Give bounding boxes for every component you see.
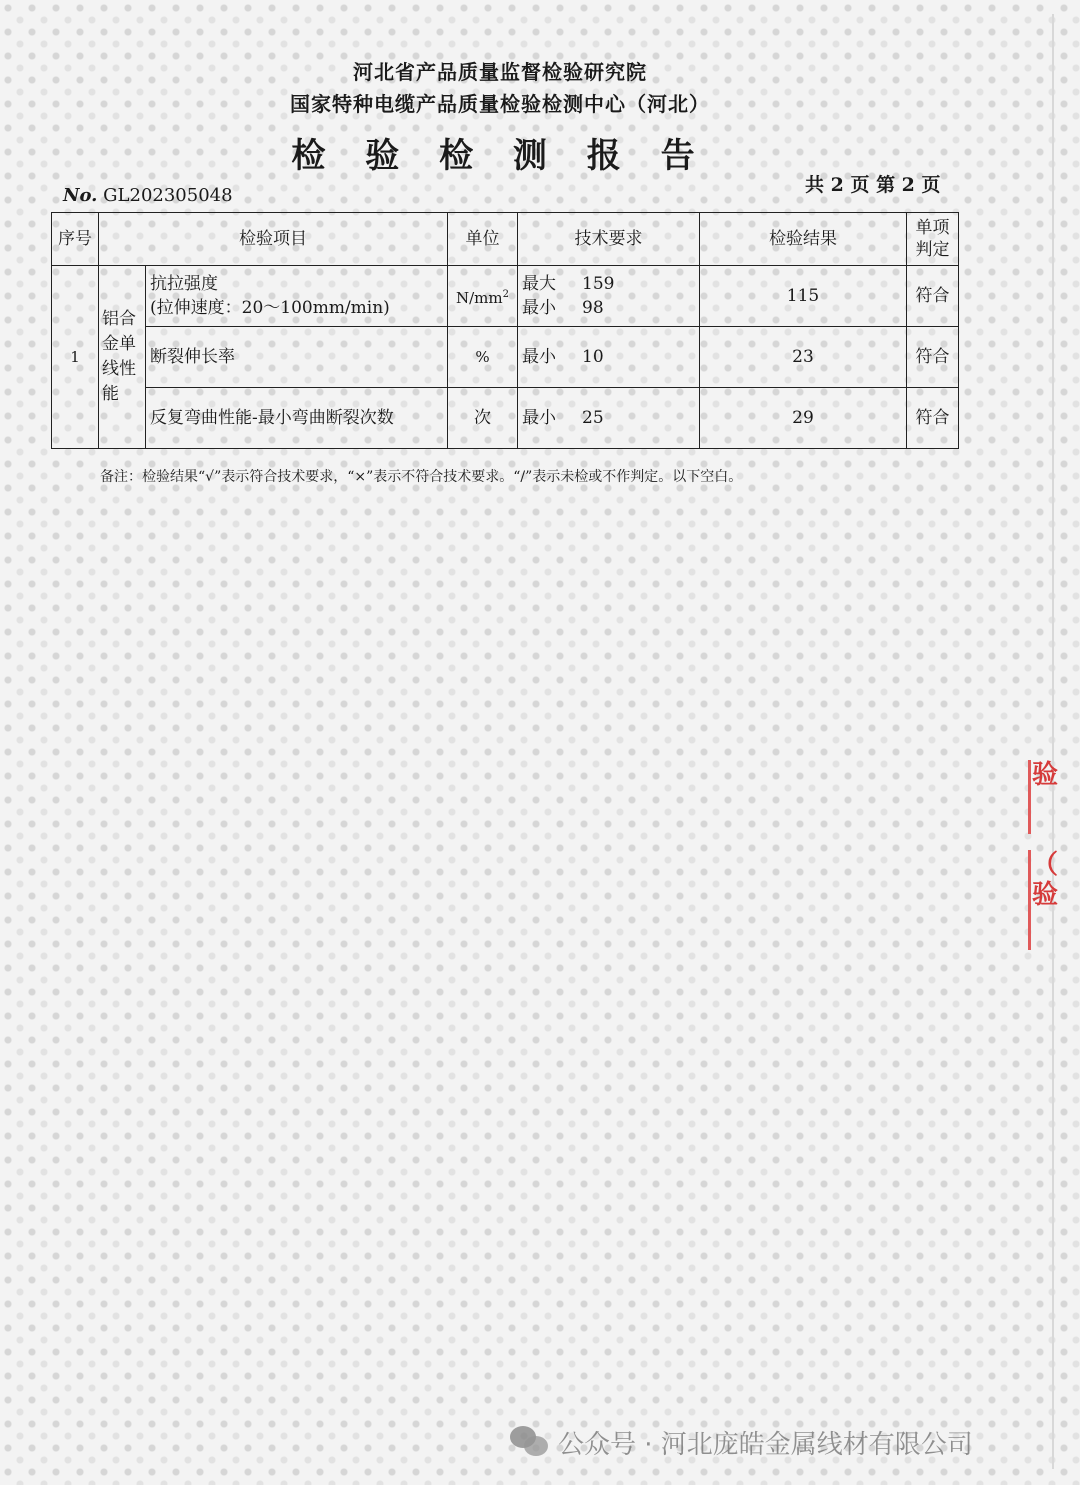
org-name-line1: 河北省产品质量监督检验研究院 bbox=[353, 60, 647, 84]
table-header-row bbox=[52, 213, 959, 266]
item-cell: 反复弯曲性能-最小弯曲断裂次数 bbox=[146, 388, 448, 449]
result-cell: 23 bbox=[700, 327, 907, 388]
req-value: 98 bbox=[582, 298, 604, 318]
item-cell: 断裂伸长率 bbox=[146, 327, 448, 388]
table-row bbox=[52, 388, 959, 449]
report-number-label: No. bbox=[63, 185, 98, 206]
item-name: 抗拉强度 bbox=[150, 274, 218, 294]
judgement-cell: 符合 bbox=[907, 327, 959, 388]
wechat-watermark bbox=[510, 1422, 973, 1462]
req-value: 159 bbox=[582, 274, 615, 294]
req-label: 最大 bbox=[522, 274, 556, 294]
req-label: 最小 bbox=[522, 408, 556, 428]
judgement-cell: 符合 bbox=[907, 266, 959, 327]
req-value: 25 bbox=[582, 408, 604, 428]
report-number-value: GL202305048 bbox=[103, 185, 233, 206]
item-cell bbox=[146, 266, 448, 327]
requirement-cell bbox=[518, 266, 700, 327]
req-label: 最小 bbox=[522, 298, 556, 318]
table-row bbox=[52, 266, 959, 327]
item-condition: (拉伸速度：20～100mm/min) bbox=[150, 298, 390, 318]
req-label: 最小 bbox=[522, 347, 556, 367]
requirement-cell bbox=[518, 388, 700, 449]
seal-char: 验 bbox=[1031, 880, 1058, 910]
seq-cell: 1 bbox=[52, 266, 99, 449]
red-seal-fragment bbox=[1028, 850, 1059, 950]
seal-char: 验 bbox=[1031, 760, 1058, 790]
unit-cell: % bbox=[448, 327, 518, 388]
header-seq: 序号 bbox=[52, 213, 99, 266]
report-number bbox=[63, 185, 233, 206]
judgement-cell: 符合 bbox=[907, 388, 959, 449]
report-title: 检 验 检 测 报 告 bbox=[291, 136, 709, 176]
group-cell: 铝合金单线性能 bbox=[99, 266, 146, 449]
seal-char: （ bbox=[1031, 850, 1058, 880]
remarks-note: 备注：检验结果“√”表示符合技术要求，“×”表示不符合技术要求。“/”表示未检或不作判定。以下空白。 bbox=[100, 469, 743, 485]
unit-cell: 次 bbox=[448, 388, 518, 449]
requirement-cell bbox=[518, 327, 700, 388]
red-seal-fragment bbox=[1028, 760, 1059, 834]
header-unit: 单位 bbox=[448, 213, 518, 266]
header-requirement: 技术要求 bbox=[518, 213, 700, 266]
req-value: 10 bbox=[582, 347, 604, 367]
unit-base: N/mm bbox=[455, 288, 503, 307]
result-cell: 115 bbox=[700, 266, 907, 327]
table-row bbox=[52, 327, 959, 388]
inspection-table bbox=[51, 212, 959, 449]
page-info: 共 2 页 第 2 页 bbox=[805, 174, 941, 196]
wechat-icon bbox=[510, 1426, 550, 1458]
org-name-line2: 国家特种电缆产品质量检验检测中心（河北） bbox=[290, 92, 710, 116]
result-cell: 29 bbox=[700, 388, 907, 449]
watermark-text: 公众号 · 河北庞皓金属线材有限公司 bbox=[558, 1429, 973, 1460]
header-item: 检验项目 bbox=[99, 213, 448, 266]
header-result: 检验结果 bbox=[700, 213, 907, 266]
header-judgement: 单项判定 bbox=[907, 213, 959, 266]
unit-cell bbox=[448, 266, 518, 327]
unit-exponent: 2 bbox=[502, 288, 509, 300]
